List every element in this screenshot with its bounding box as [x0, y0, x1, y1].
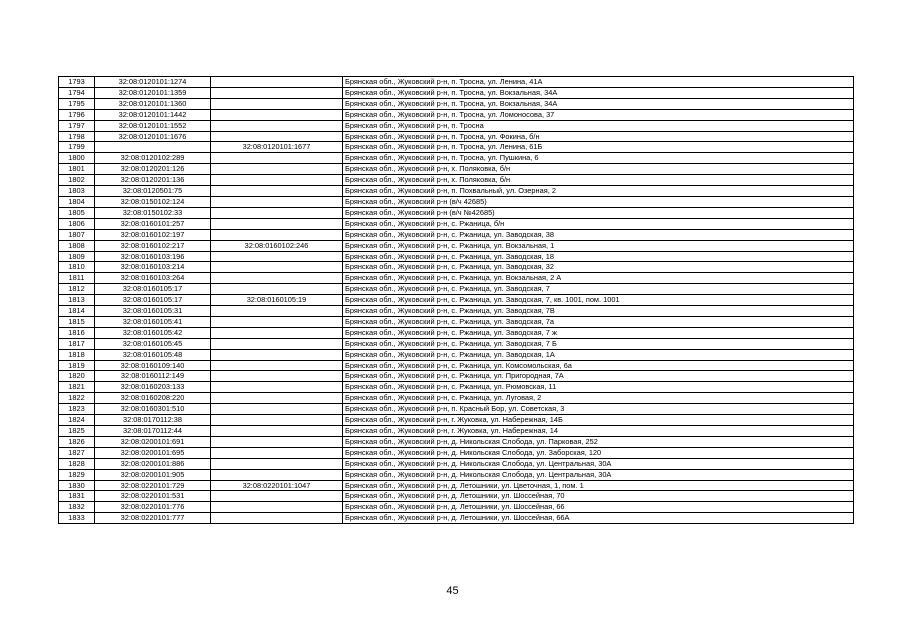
- row-number-cell: 1793: [59, 77, 95, 88]
- table-row: [59, 295, 854, 306]
- table-row: [59, 131, 854, 142]
- secondary-cadastral-number-cell: [211, 251, 343, 262]
- table-row: [59, 360, 854, 371]
- table-row: [59, 426, 854, 437]
- cadastral-number-cell: 32:08:0160203:133: [95, 382, 211, 393]
- secondary-cadastral-number-cell: [211, 426, 343, 437]
- table-row: [59, 87, 854, 98]
- secondary-cadastral-number-cell: [211, 371, 343, 382]
- cadastral-number-cell: 32:08:0160102:197: [95, 229, 211, 240]
- cadastral-number-cell: 32:08:0120101:1359: [95, 87, 211, 98]
- table-row: [59, 491, 854, 502]
- row-number-cell: 1830: [59, 480, 95, 491]
- row-number-cell: 1809: [59, 251, 95, 262]
- table-row: [59, 284, 854, 295]
- table-row: [59, 447, 854, 458]
- address-cell: Брянская обл., Жуковский р-н (в/ч №42685): [343, 207, 854, 218]
- row-number-cell: 1808: [59, 240, 95, 251]
- row-number-cell: 1814: [59, 306, 95, 317]
- cadastral-number-cell: 32:08:0160105:42: [95, 327, 211, 338]
- cadastral-number-cell: 32:08:0200101:905: [95, 469, 211, 480]
- row-number-cell: 1827: [59, 447, 95, 458]
- property-register-table: [58, 76, 854, 524]
- table-row: [59, 164, 854, 175]
- table-row: [59, 436, 854, 447]
- row-number-cell: 1812: [59, 284, 95, 295]
- row-number-cell: 1821: [59, 382, 95, 393]
- address-cell: Брянская обл., Жуковский р-н, п. Красный Бор, ул. Советская, 3: [343, 404, 854, 415]
- row-number-cell: 1801: [59, 164, 95, 175]
- cadastral-number-cell: 32:08:0160103:264: [95, 273, 211, 284]
- address-cell: Брянская обл., Жуковский р-н, с. Ржаница, ул. Заводская, 7В: [343, 306, 854, 317]
- row-number-cell: 1822: [59, 393, 95, 404]
- row-number-cell: 1813: [59, 295, 95, 306]
- table-row: [59, 327, 854, 338]
- cadastral-number-cell: 32:08:0160103:196: [95, 251, 211, 262]
- address-cell: Брянская обл., Жуковский р-н, д. Никольская Слобода, ул. Парковая, 252: [343, 436, 854, 447]
- secondary-cadastral-number-cell: [211, 98, 343, 109]
- page-number: 45: [446, 585, 459, 597]
- row-number-cell: 1831: [59, 491, 95, 502]
- secondary-cadastral-number-cell: [211, 77, 343, 88]
- address-cell: Брянская обл., Жуковский р-н, д. Никольская Слобода, ул. Центральная, 30А: [343, 469, 854, 480]
- table-row: [59, 513, 854, 524]
- row-number-cell: 1795: [59, 98, 95, 109]
- address-cell: Брянская обл., Жуковский р-н, с. Ржаница, ул. Заводская, 32: [343, 262, 854, 273]
- secondary-cadastral-number-cell: 32:08:0220101:1047: [211, 480, 343, 491]
- address-cell: Брянская обл., Жуковский р-н (в/ч 42685): [343, 196, 854, 207]
- secondary-cadastral-number-cell: [211, 447, 343, 458]
- table-row: [59, 229, 854, 240]
- table-row: [59, 371, 854, 382]
- address-cell: Брянская обл., Жуковский р-н, д. Никольская Слобода, ул. Центральная, 30А: [343, 458, 854, 469]
- table-row: [59, 458, 854, 469]
- address-cell: Брянская обл., Жуковский р-н, п. Тросна, ул. Фокина, б/н: [343, 131, 854, 142]
- secondary-cadastral-number-cell: [211, 186, 343, 197]
- row-number-cell: 1803: [59, 186, 95, 197]
- table-row: [59, 502, 854, 513]
- secondary-cadastral-number-cell: [211, 327, 343, 338]
- cadastral-number-cell: 32:08:0120101:1360: [95, 98, 211, 109]
- secondary-cadastral-number-cell: [211, 196, 343, 207]
- address-cell: Брянская обл., Жуковский р-н, с. Ржаница, ул. Заводская, 18: [343, 251, 854, 262]
- table-row: [59, 218, 854, 229]
- address-cell: Брянская обл., Жуковский р-н, с. Ржаница, ул. Вокзальная, 1: [343, 240, 854, 251]
- table-row: [59, 469, 854, 480]
- cadastral-number-cell: 32:08:0120201:136: [95, 175, 211, 186]
- row-number-cell: 1818: [59, 349, 95, 360]
- address-cell: Брянская обл., Жуковский р-н, п. Тросна, ул. Ломоносова, 37: [343, 109, 854, 120]
- secondary-cadastral-number-cell: [211, 284, 343, 295]
- address-cell: Брянская обл., Жуковский р-н, с. Ржаница, ул. Луговая, 2: [343, 393, 854, 404]
- secondary-cadastral-number-cell: [211, 273, 343, 284]
- address-cell: Брянская обл., Жуковский р-н, д. Летошники, ул. Шоссейная, 66А: [343, 513, 854, 524]
- table-row: [59, 262, 854, 273]
- cadastral-number-cell: 32:08:0160112:149: [95, 371, 211, 382]
- secondary-cadastral-number-cell: [211, 502, 343, 513]
- cadastral-number-cell: 32:08:0120501:75: [95, 186, 211, 197]
- row-number-cell: 1794: [59, 87, 95, 98]
- table-row: [59, 338, 854, 349]
- cadastral-number-cell: 32:08:0150102:124: [95, 196, 211, 207]
- address-cell: Брянская обл., Жуковский р-н, с. Ржаница, б/н: [343, 218, 854, 229]
- cadastral-number-cell: 32:08:0160105:31: [95, 306, 211, 317]
- address-cell: Брянская обл., Жуковский р-н, г. Жуковка, ул. Набережная, 14: [343, 426, 854, 437]
- secondary-cadastral-number-cell: [211, 436, 343, 447]
- table-row: [59, 415, 854, 426]
- address-cell: Брянская обл., Жуковский р-н, д. Летошники, ул. Шоссейная, 66: [343, 502, 854, 513]
- cadastral-number-cell: 32:08:0160102:217: [95, 240, 211, 251]
- row-number-cell: 1799: [59, 142, 95, 153]
- secondary-cadastral-number-cell: [211, 164, 343, 175]
- row-number-cell: 1796: [59, 109, 95, 120]
- table-row: [59, 393, 854, 404]
- row-number-cell: 1823: [59, 404, 95, 415]
- secondary-cadastral-number-cell: [211, 131, 343, 142]
- cadastral-number-cell: 32:08:0170112:44: [95, 426, 211, 437]
- address-cell: Брянская обл., Жуковский р-н, п. Тросна, ул. Вокзальная, 34А: [343, 98, 854, 109]
- table-row: [59, 251, 854, 262]
- secondary-cadastral-number-cell: [211, 306, 343, 317]
- table-row: [59, 175, 854, 186]
- row-number-cell: 1826: [59, 436, 95, 447]
- cadastral-number-cell: 32:08:0120101:1676: [95, 131, 211, 142]
- secondary-cadastral-number-cell: [211, 120, 343, 131]
- address-cell: Брянская обл., Жуковский р-н, д. Никольская Слобода, ул. Заборская, 120: [343, 447, 854, 458]
- table-row: [59, 207, 854, 218]
- table-row: [59, 240, 854, 251]
- cadastral-number-cell: 32:08:0200101:691: [95, 436, 211, 447]
- row-number-cell: 1820: [59, 371, 95, 382]
- table-row: [59, 316, 854, 327]
- address-cell: Брянская обл., Жуковский р-н, п. Тросна, ул. Пушкина, 6: [343, 153, 854, 164]
- cadastral-number-cell: 32:08:0160105:45: [95, 338, 211, 349]
- secondary-cadastral-number-cell: [211, 349, 343, 360]
- secondary-cadastral-number-cell: 32:08:0160102:246: [211, 240, 343, 251]
- secondary-cadastral-number-cell: [211, 513, 343, 524]
- cadastral-number-cell: 32:08:0150102:33: [95, 207, 211, 218]
- address-cell: Брянская обл., Жуковский р-н, с. Ржаница, ул. Заводская, 7 ж: [343, 327, 854, 338]
- row-number-cell: 1802: [59, 175, 95, 186]
- address-cell: Брянская обл., Жуковский р-н, д. Летошники, ул. Цветочная, 1, пом. 1: [343, 480, 854, 491]
- table-row: [59, 273, 854, 284]
- secondary-cadastral-number-cell: [211, 382, 343, 393]
- row-number-cell: 1806: [59, 218, 95, 229]
- table-row: [59, 382, 854, 393]
- address-cell: Брянская обл., Жуковский р-н, с. Ржаница, ул. Пригородная, 7А: [343, 371, 854, 382]
- secondary-cadastral-number-cell: 32:08:0160105:19: [211, 295, 343, 306]
- address-cell: Брянская обл., Жуковский р-н, х. Поляковка, б/н: [343, 175, 854, 186]
- secondary-cadastral-number-cell: [211, 316, 343, 327]
- cadastral-number-cell: 32:08:0120101:1552: [95, 120, 211, 131]
- address-cell: Брянская обл., Жуковский р-н, п. Тросна, ул. Вокзальная, 34А: [343, 87, 854, 98]
- table-row: [59, 142, 854, 153]
- row-number-cell: 1828: [59, 458, 95, 469]
- row-number-cell: 1797: [59, 120, 95, 131]
- secondary-cadastral-number-cell: [211, 393, 343, 404]
- address-cell: Брянская обл., Жуковский р-н, г. Жуковка, ул. Набережная, 14Б: [343, 415, 854, 426]
- row-number-cell: 1800: [59, 153, 95, 164]
- address-cell: Брянская обл., Жуковский р-н, с. Ржаница, ул. Комсомольская, 6а: [343, 360, 854, 371]
- secondary-cadastral-number-cell: 32:08:0120101:1677: [211, 142, 343, 153]
- row-number-cell: 1815: [59, 316, 95, 327]
- secondary-cadastral-number-cell: [211, 262, 343, 273]
- cadastral-number-cell: 32:08:0170112:38: [95, 415, 211, 426]
- register-table-body: [59, 77, 854, 524]
- row-number-cell: 1804: [59, 196, 95, 207]
- secondary-cadastral-number-cell: [211, 229, 343, 240]
- secondary-cadastral-number-cell: [211, 458, 343, 469]
- cadastral-number-cell: 32:08:0160105:41: [95, 316, 211, 327]
- table-row: [59, 186, 854, 197]
- address-cell: Брянская обл., Жуковский р-н, х. Поляковка, б/н: [343, 164, 854, 175]
- row-number-cell: 1816: [59, 327, 95, 338]
- row-number-cell: 1811: [59, 273, 95, 284]
- cadastral-number-cell: 32:08:0120101:1274: [95, 77, 211, 88]
- secondary-cadastral-number-cell: [211, 491, 343, 502]
- table-row: [59, 120, 854, 131]
- cadastral-number-cell: 32:08:0160109:140: [95, 360, 211, 371]
- row-number-cell: 1832: [59, 502, 95, 513]
- row-number-cell: 1819: [59, 360, 95, 371]
- address-cell: Брянская обл., Жуковский р-н, с. Ржаница, ул. Заводская, 7 Б: [343, 338, 854, 349]
- table-row: [59, 306, 854, 317]
- secondary-cadastral-number-cell: [211, 153, 343, 164]
- table-row: [59, 480, 854, 491]
- row-number-cell: 1825: [59, 426, 95, 437]
- cadastral-number-cell: 32:08:0160105:17: [95, 284, 211, 295]
- cadastral-number-cell: 32:08:0160208:220: [95, 393, 211, 404]
- table-row: [59, 109, 854, 120]
- row-number-cell: 1829: [59, 469, 95, 480]
- table-row: [59, 153, 854, 164]
- address-cell: Брянская обл., Жуковский р-н, с. Ржаница, ул. Заводская, 7: [343, 284, 854, 295]
- cadastral-number-cell: [95, 142, 211, 153]
- secondary-cadastral-number-cell: [211, 207, 343, 218]
- row-number-cell: 1805: [59, 207, 95, 218]
- cadastral-number-cell: 32:08:0220101:531: [95, 491, 211, 502]
- row-number-cell: 1798: [59, 131, 95, 142]
- secondary-cadastral-number-cell: [211, 175, 343, 186]
- table-row: [59, 196, 854, 207]
- row-number-cell: 1824: [59, 415, 95, 426]
- address-cell: Брянская обл., Жуковский р-н, д. Летошники, ул. Шоссейная, 70: [343, 491, 854, 502]
- address-cell: Брянская обл., Жуковский р-н, п. Тросна, ул. Ленина, 41А: [343, 77, 854, 88]
- cadastral-number-cell: 32:08:0220101:777: [95, 513, 211, 524]
- cadastral-number-cell: 32:08:0120102:289: [95, 153, 211, 164]
- address-cell: Брянская обл., Жуковский р-н, п. Похвальный, ул. Озерная, 2: [343, 186, 854, 197]
- cadastral-number-cell: 32:08:0220101:776: [95, 502, 211, 513]
- cadastral-number-cell: 32:08:0160105:48: [95, 349, 211, 360]
- secondary-cadastral-number-cell: [211, 360, 343, 371]
- secondary-cadastral-number-cell: [211, 109, 343, 120]
- address-cell: Брянская обл., Жуковский р-н, с. Ржаница, ул. Заводская, 1А: [343, 349, 854, 360]
- row-number-cell: 1810: [59, 262, 95, 273]
- cadastral-number-cell: 32:08:0160105:17: [95, 295, 211, 306]
- table-row: [59, 404, 854, 415]
- secondary-cadastral-number-cell: [211, 469, 343, 480]
- address-cell: Брянская обл., Жуковский р-н, с. Ржаница, ул. Рюмовская, 11: [343, 382, 854, 393]
- address-cell: Брянская обл., Жуковский р-н, с. Ржаница, ул. Заводская, 7а: [343, 316, 854, 327]
- cadastral-number-cell: 32:08:0160103:214: [95, 262, 211, 273]
- table-row: [59, 77, 854, 88]
- cadastral-number-cell: 32:08:0220101:729: [95, 480, 211, 491]
- cadastral-number-cell: 32:08:0160101:257: [95, 218, 211, 229]
- cadastral-number-cell: 32:08:0160301:510: [95, 404, 211, 415]
- secondary-cadastral-number-cell: [211, 87, 343, 98]
- address-cell: Брянская обл., Жуковский р-н, п. Тросна: [343, 120, 854, 131]
- address-cell: Брянская обл., Жуковский р-н, п. Тросна, ул. Ленина, 61Б: [343, 142, 854, 153]
- address-cell: Брянская обл., Жуковский р-н, с. Ржаница, ул. Вокзальная, 2 А: [343, 273, 854, 284]
- secondary-cadastral-number-cell: [211, 218, 343, 229]
- cadastral-number-cell: 32:08:0120101:1442: [95, 109, 211, 120]
- cadastral-number-cell: 32:08:0120201:126: [95, 164, 211, 175]
- secondary-cadastral-number-cell: [211, 404, 343, 415]
- secondary-cadastral-number-cell: [211, 415, 343, 426]
- table-row: [59, 349, 854, 360]
- cadastral-number-cell: 32:08:0200101:695: [95, 447, 211, 458]
- row-number-cell: 1817: [59, 338, 95, 349]
- row-number-cell: 1833: [59, 513, 95, 524]
- cadastral-number-cell: 32:08:0200101:886: [95, 458, 211, 469]
- secondary-cadastral-number-cell: [211, 338, 343, 349]
- row-number-cell: 1807: [59, 229, 95, 240]
- address-cell: Брянская обл., Жуковский р-н, с. Ржаница, ул. Заводская, 38: [343, 229, 854, 240]
- address-cell: Брянская обл., Жуковский р-н, с. Ржаница, ул. Заводская, 7, кв. 1001, пом. 1001: [343, 295, 854, 306]
- table-row: [59, 98, 854, 109]
